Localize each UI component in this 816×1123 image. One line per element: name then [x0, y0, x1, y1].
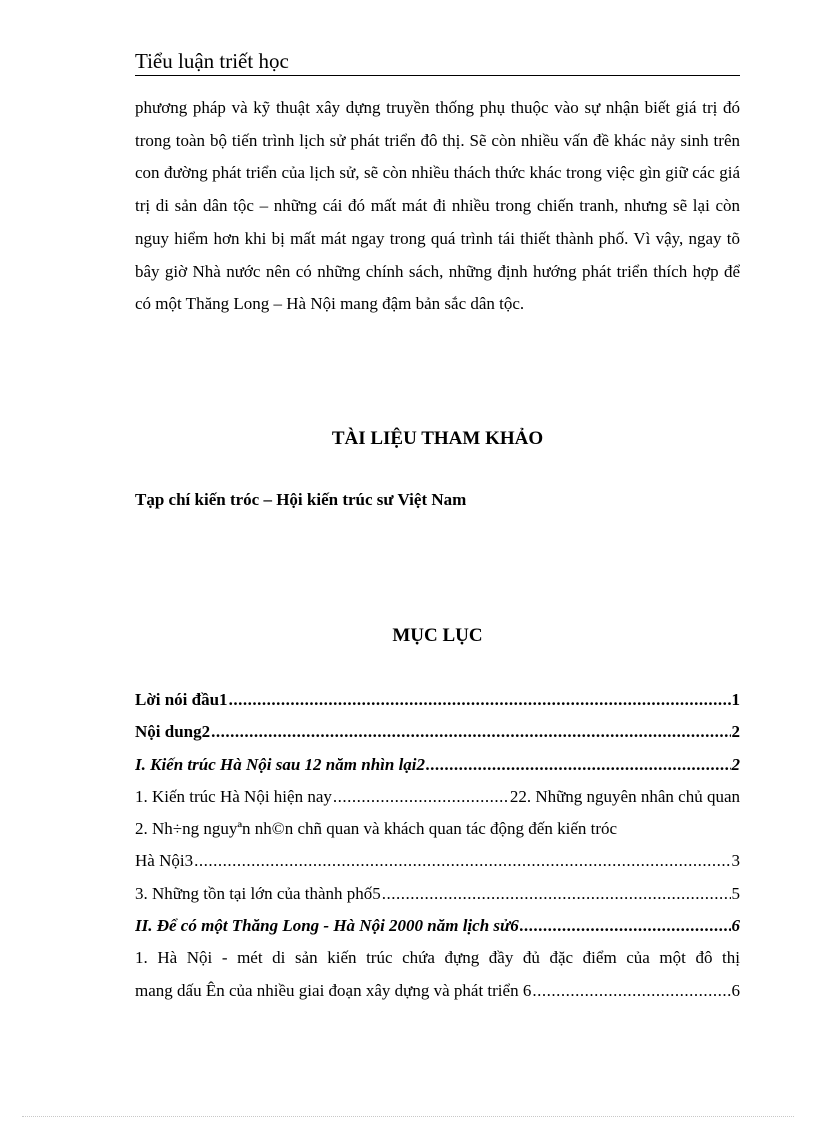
toc-entry-text: 3. Những tồn tại lớn của thành phố5 [135, 883, 381, 903]
toc-entry-1-2-line1[interactable]: 2. Nh÷ng nguyªn nh©n chñ quan và khách quan tác động đến kiến tróc [135, 819, 618, 839]
toc-entry-section-1[interactable] [135, 749, 740, 781]
toc-leader-dots [194, 845, 730, 877]
toc-page-number: 1 [731, 690, 740, 709]
toc-entry-text: II. Để có một Thăng Long - Hà Nội 2000 năm lịch sử6 [135, 916, 519, 936]
toc-page-number: 2 [731, 754, 740, 774]
toc-leader-dots [382, 878, 731, 910]
table-of-contents [135, 684, 740, 1007]
toc-page-number: 6 [731, 980, 740, 1000]
toc-leader-dots [520, 910, 731, 942]
toc-entry-text: Lời nói đầu1 [135, 690, 228, 709]
toc-leader-dots [426, 749, 730, 781]
toc-heading: MỤC LỤC [392, 625, 483, 646]
toc-entry-preface[interactable] [135, 684, 740, 716]
toc-entry-content[interactable] [135, 716, 740, 748]
body-paragraph: phương pháp và kỹ thuật xây dựng truyền thống phụ thuộc vào sự nhận biết giá trị đó trong toàn bộ tiến trình lịch sử phát triển đô thị. Sẽ còn nhiều vấn đề khác nảy sinh trên con đường phát triển của lịch sử, sẽ còn nhiều thách thức khác trong việc gìn giữ các giá trị di sản dân tộc – những cái đó mất mát đi nhiều trong chiến tranh, nhưng sẽ lại còn nguy hiểm hơn khi bị mất mát ngay trong quá trình tái thiết thành phố. Vì vậy, ngay tõ bây giờ Nhà nước nên có những chính sách, những định hướng phát triển thích hợp để có một Thăng Long – Hà Nội mang đậm bản sắc dân tộc. [135, 98, 740, 314]
page-bottom-divider [22, 1116, 794, 1117]
toc-page-number: 3 [731, 851, 740, 871]
references-heading: TÀI LIỆU THAM KHẢO [331, 428, 544, 449]
toc-leader-dots [229, 684, 731, 716]
toc-entry-section-2[interactable] [135, 910, 740, 942]
toc-entry-1-2-line2[interactable] [135, 845, 740, 877]
page-header [135, 48, 740, 76]
toc-entry-text: 1. Kiến trúc Hà Nội hiện nay [135, 786, 332, 806]
toc-page-number: 22. Những nguyên nhân chủ quan [509, 786, 740, 806]
toc-page-number: 5 [731, 883, 740, 903]
toc-leader-dots [333, 781, 509, 813]
toc-entry-1-1[interactable] [135, 781, 740, 813]
toc-leader-dots [211, 716, 730, 748]
toc-entry-text: mang dấu Ên của nhiều giai đoạn xây dựng và phát triển 6 [135, 980, 532, 1000]
toc-entry-2-1-line1[interactable]: 1. Hà Nội - mét di sản kiến trúc chứa đựng đầy đủ đặc điểm của một đô thị [135, 948, 740, 968]
header-title: Tiểu luận triết học [135, 49, 289, 73]
toc-leader-dots [532, 975, 730, 1007]
toc-entry-text: Nội dung2 [135, 722, 211, 742]
toc-page-number: 2 [731, 722, 740, 742]
toc-entry-1-3[interactable] [135, 878, 740, 910]
toc-page-number: 6 [731, 916, 740, 936]
toc-entry-2-1-line2[interactable] [135, 975, 740, 1007]
toc-entry-text: I. Kiến trúc Hà Nội sau 12 năm nhìn lại2 [135, 754, 426, 774]
toc-entry-text: Hà Nội3 [135, 851, 194, 871]
reference-item: Tạp chí kiến tróc – Hội kiến trúc sư Việt Nam [135, 490, 467, 509]
